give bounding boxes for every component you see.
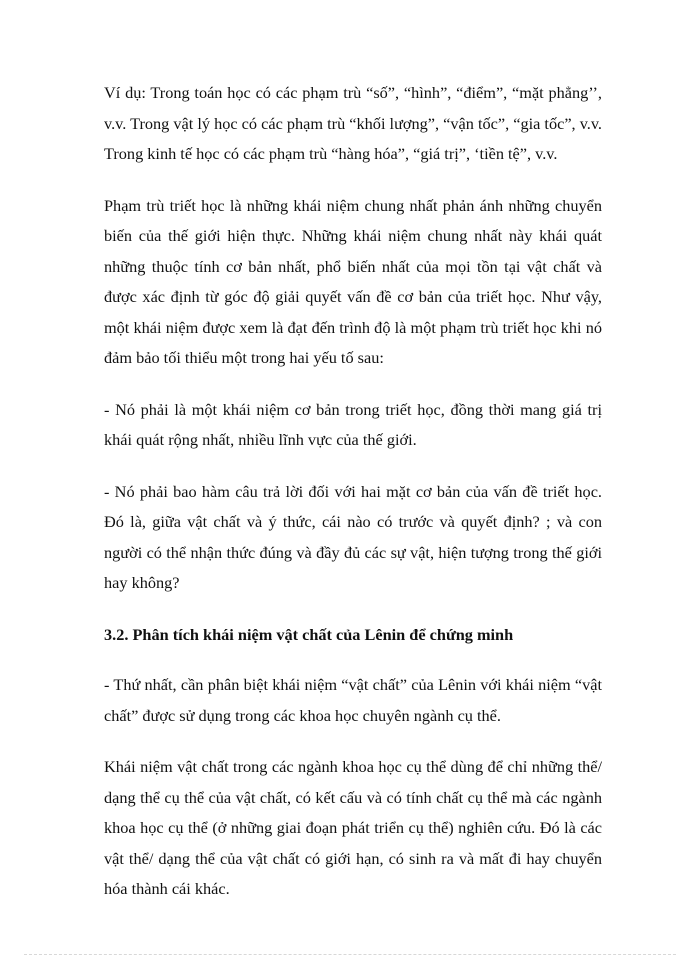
- section-heading: 3.2. Phân tích khái niệm vật chất của Lênin để chứng minh: [104, 624, 514, 644]
- paragraph-example-categories: Ví dụ: Trong toán học có các phạm trù “số”, “hình”, “điểm”, “mặt phẳng’’, v.v. Trong vật lý học có các phạm trù “khối lượng”, “vận tốc”, “gia tốc”, v.v. Trong kinh tế học có các phạm trù “hàng hóa”, “giá trị”, ‘tiền tệ”, v.v.: [104, 83, 602, 163]
- page-bottom-edge: [24, 954, 676, 955]
- paragraph-first-point: - Thứ nhất, cần phân biệt khái niệm “vật chất” của Lênin với khái niệm “vật chất” được sử dụng trong các khoa học chuyên ngành cụ thể.: [104, 675, 602, 725]
- paragraph-condition-two: - Nó phải bao hàm câu trả lời đối với hai mặt cơ bản của vấn đề triết học. Đó là, giữa vật chất và ý thức, cái nào có trước và quyết định? ; và con người có thể nhận thức đúng và đầy đủ các sự vật, hiện tượng trong thế giới hay không?: [104, 481, 602, 592]
- paragraph-condition-one: - Nó phải là một khái niệm cơ bản trong triết học, đồng thời mang giá trị khái quát rộng nhất, nhiều lĩnh vực của thế giới.: [104, 399, 602, 449]
- paragraph-specific-sciences: Khái niệm vật chất trong các ngành khoa học cụ thể dùng để chỉ những thể/ dạng thể cụ thể của vật chất, có kết cấu và có tính chất cụ thể mà các ngành khoa học cụ thể (ở những giai đoạn phát triển cụ thể) nghiên cứu. Đó là các vật thể/ dạng thể của vật chất có giới hạn, có sinh ra và mất đi hay chuyển hóa thành cái khác.: [104, 757, 602, 898]
- paragraph-philosophical-category: Phạm trù triết học là những khái niệm chung nhất phản ánh những chuyển biến của thế giới hiện thực. Những khái niệm chung nhất này khái quát những thuộc tính cơ bản nhất, phổ biến nhất của mọi tồn tại vật chất và được xác định từ góc độ giải quyết vấn đề cơ bản của triết học. Như vậy, một khái niệm được xem là đạt đến trình độ là một phạm trù triết học khi nó đảm bảo tối thiểu một trong hai yếu tố sau:: [104, 195, 602, 367]
- document-body: [104, 78, 602, 926]
